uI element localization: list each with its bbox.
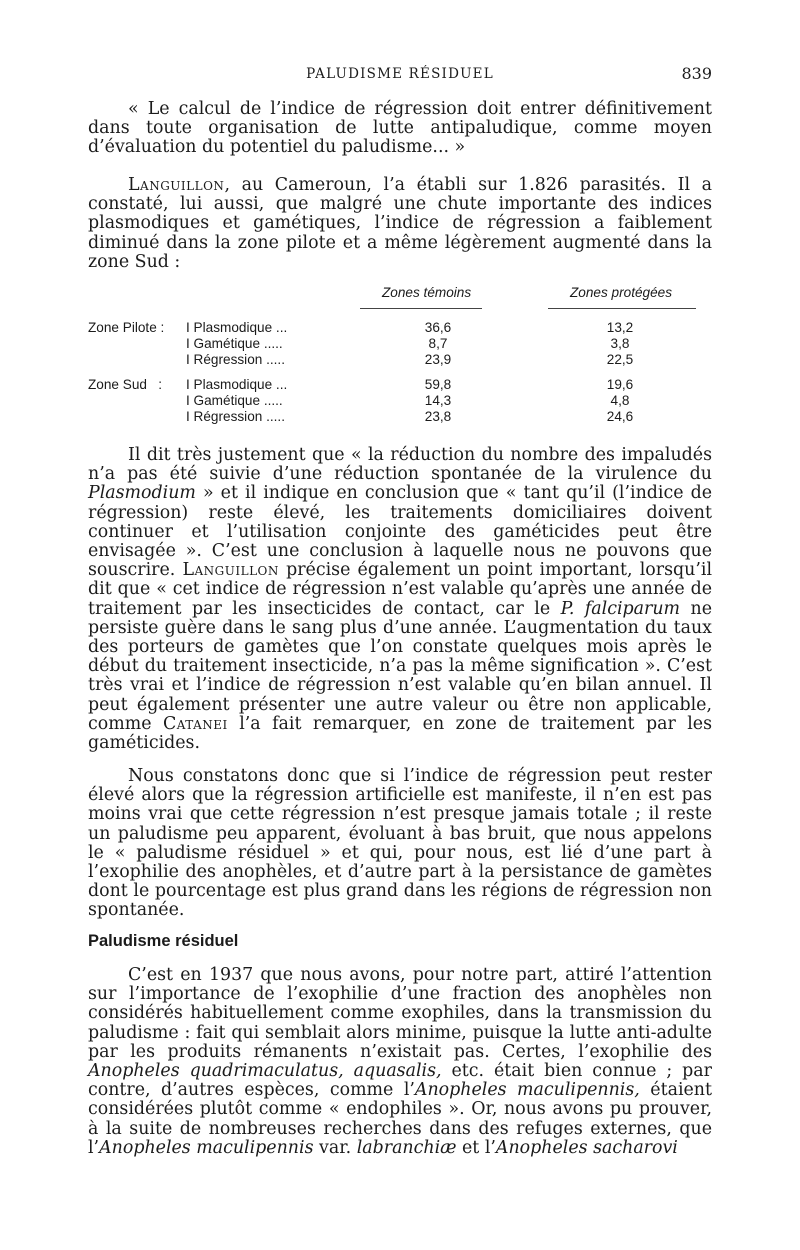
table-cell: 22,5 [606, 352, 634, 367]
table-cell: 4,8 [610, 393, 630, 408]
text-run: précise également un point important, lorsqu’il dit que « cet indice de régression n’est valable qu’après une année de traitement par les insecticides de contact, car le [88, 560, 713, 619]
row-label: I Gamétique ..... [186, 393, 283, 408]
text-run: ne persiste guère dans le sang plus d’une année. L’augmentation du taux des porteurs de gamètes que l’on constate quelques mois après le début du traitement insecticide, n’a pas la même signification ». C’est très vrai et l’indice de régression n’est valable qu’en bilan annuel. Il peut également présenter une autre valeur ou être non applicable, comme [88, 598, 712, 734]
section-heading: Paludisme résiduel [88, 932, 239, 950]
indices-table [88, 284, 712, 429]
italic-term: P. falciparum [560, 598, 681, 619]
running-head-title: PALUDISME RÉSIDUEL [306, 66, 494, 82]
table-cell: 19,6 [606, 377, 634, 392]
table-cell: 24,6 [606, 409, 634, 424]
quote-paragraph: « Le calcul de l’indice de régression doit entrer définitivement dans toute organisation de lutte antipaludique, comme moyen d’évaluation du potentiel du paludisme... » [88, 99, 712, 158]
table-cell: 59,8 [424, 377, 452, 392]
page-number: 839 [681, 64, 712, 83]
table-cell: 36,6 [424, 320, 452, 335]
row-label: I Régression ..... [186, 352, 285, 367]
paragraph-languillon [88, 176, 712, 272]
italic-term: Anopheles sacharovi [495, 1137, 678, 1158]
text-run: » et il indique en conclusion que « tant qu’il (l’indice de régression) reste élevé, les traitements domiciliaires doivent continuer et l’utilisation conjointe des gaméticides peut être envisagée ». C’est une conclusion à laquelle nous ne pouvons que souscrire. [88, 483, 712, 581]
column-header-zones-temoins: Zones témoins [382, 285, 472, 300]
text-run: Il dit très justement que « la réduction du nombre des impaludés n’a pas été suivie d’une réduction spontanée de la virulence du [88, 445, 712, 485]
header-rule [548, 308, 696, 309]
row-label: I Plasmodique ... [186, 320, 288, 335]
paragraph-il-dit [88, 446, 712, 753]
italic-term: Anopheles maculipennis, [414, 1080, 640, 1101]
paragraph-nous-constatons: Nous constatons donc que si l’indice de régression peut rester élevé alors que la régression artificielle est manifeste, il n’en est pas moins vrai que cette régression n’est presque jamais totale ; il reste un paludisme peu apparent, évoluant à bas bruit, que nous appelons le « paludisme résiduel » et qui, pour nous, est lié d’une part à l’exophilie des anophèles, et d’autre part à la persistance de gamètes dont le pourcentage est plus grand dans les régions de régression non spontanée. [88, 766, 712, 921]
header-rule [360, 308, 482, 309]
author-name: Catanei [162, 713, 228, 734]
text-run: l’a fait remarquer, en zone de traitement par les gaméticides. [88, 713, 713, 754]
italic-term: Anopheles maculipennis [99, 1137, 314, 1158]
zone-label-pilote: Zone Pilote : [88, 320, 165, 335]
author-name: Languillon [182, 560, 279, 581]
text-run: et l’ [456, 1137, 496, 1158]
text-run: etc. était bien connue ; par contre, d’autres espèces, comme l’ [88, 1061, 712, 1101]
row-label: I Gamétique ..... [186, 336, 283, 351]
row-label: I Plasmodique ... [186, 377, 288, 392]
zone-label-sud: Zone Sud : [88, 377, 163, 392]
table-cell: 13,2 [606, 320, 634, 335]
paragraph-cest-en-1937 [88, 966, 712, 1158]
text-run: var. [313, 1137, 357, 1158]
italic-term: Plasmodium [88, 483, 196, 504]
column-header-zones-protegees: Zones protégées [570, 285, 673, 300]
table-cell: 23,9 [424, 352, 452, 367]
table-cell: 14,3 [424, 393, 452, 408]
table-cell: 3,8 [610, 336, 630, 351]
italic-term: labranchiæ [356, 1137, 457, 1158]
text-run: C’est en 1937 que nous avons, pour notre part, attiré l’attention sur l’importance de l’exophilie d’une fraction des anophèles non considérés habituellement comme exophiles, dans la transmission du paludisme : fait qui semblait alors minime, puisque la lutte anti-adulte par les produits rémanents n’existait pas. Certes, l’exophilie des [88, 965, 712, 1062]
table-cell: 23,8 [424, 409, 452, 424]
text-run: étaient considérées plutôt comme « endophiles ». Or, nous avons pu prouver, à la suite de nombreuses recherches dans des refuges externes, que l’ [88, 1080, 712, 1158]
table-cell: 8,7 [428, 336, 448, 351]
author-name: Languillon [128, 175, 225, 195]
row-label: I Régression ..... [186, 409, 285, 424]
paragraph-text: , au Cameroun, l’a établi sur 1.826 parasités. Il a constaté, lui aussi, que malgré une chute importante des indices plasmodiques et gamétiques, l’indice de régression a faiblement diminué dans la zone pilote et a même légèrement augmenté dans la zone Sud : [88, 175, 712, 272]
italic-term: Anopheles quadrimaculatus, aquasalis, [88, 1061, 442, 1082]
running-head [88, 66, 712, 90]
